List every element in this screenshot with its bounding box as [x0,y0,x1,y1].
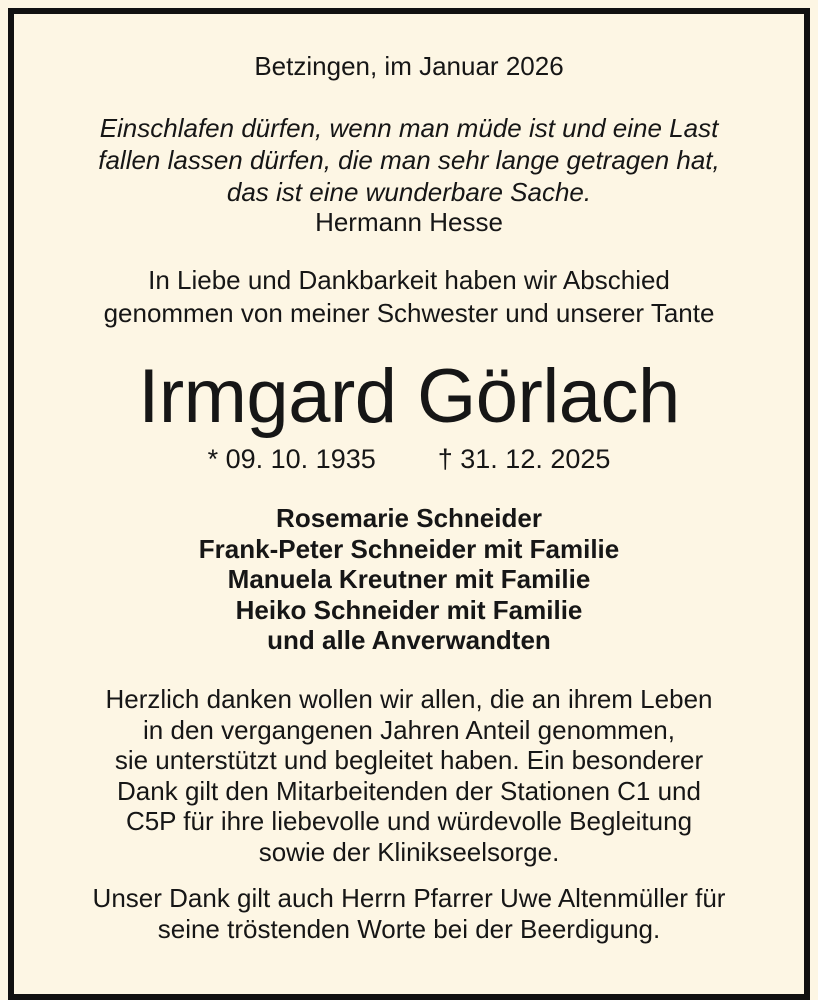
thanks-pastor-line: Unser Dank gilt auch Herrn Pfarrer Uwe Altenmüller für [92,883,726,913]
thanks-line: Dank gilt den Mitarbeitenden der Stationen C1 und [117,775,701,806]
place-date: Betzingen, im Januar 2026 [254,51,564,81]
thanks-line: in den vergangenen Jahren Anteil genommen, [143,714,675,745]
quote-line: das ist eine wunderbare Sache. [226,177,592,207]
thanks-pastor-line: seine tröstenden Worte bei der Beerdigung. [157,913,661,944]
thanks-pastor-paragraph [0,883,818,944]
birth-date: * 09. 10. 1935 [207,444,376,474]
mourner-name: und alle Anverwandten [267,625,551,655]
thanks-line: sie unterstützt und begleitet haben. Ein besonderer [114,745,704,775]
life-dates [0,442,818,476]
mourner-name: Frank-Peter Schneider mit Familie [198,533,620,564]
deceased-name: Irmgard Görlach [138,354,680,439]
thanks-line: sowie der Klinikseelsorge. [258,836,560,867]
thanks-paragraph [0,684,818,867]
mourner-name: Manuela Kreutner mit Familie [227,564,591,594]
quote-author: Hermann Hesse [315,207,503,237]
mourner-name: Heiko Schneider mit Familie [235,594,583,625]
quote-line: fallen lassen dürfen, die man sehr lange getragen hat, [98,145,720,175]
death-date: † 31. 12. 2025 [437,444,611,474]
intro-line: In Liebe und Dankbarkeit haben wir Abschied [148,265,670,295]
mourner-name: Rosemarie Schneider [276,503,542,533]
quote-line: Einschlafen dürfen, wenn man müde ist und eine Last [99,113,719,143]
intro-line: genommen von meiner Schwester und unserer Tante [103,298,715,328]
intro-text [0,264,818,330]
mourners-list [0,503,818,656]
quote [0,112,818,208]
thanks-line: C5P für ihre liebevolle und würdevolle Begleitung [125,806,693,836]
thanks-line: Herzlich danken wollen wir allen, die an ihrem Leben [105,684,713,714]
